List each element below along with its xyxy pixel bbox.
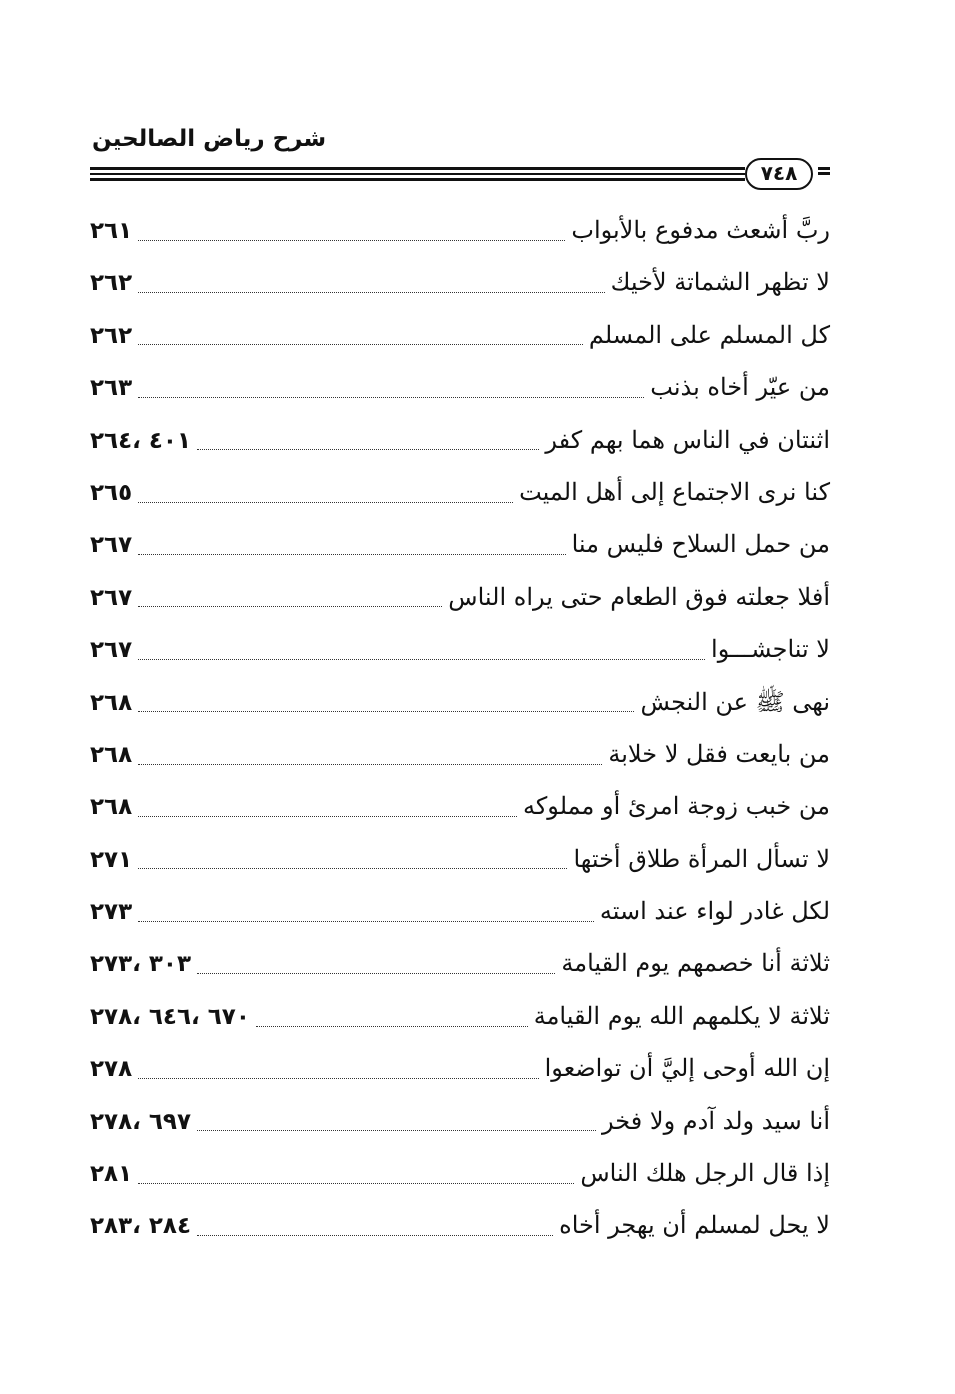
index-entry xyxy=(90,309,830,361)
entry-text: لا تسأل المرأة طلاق أختها xyxy=(573,844,830,873)
index-entry xyxy=(90,256,830,308)
entry-pages: ٢٦٧ xyxy=(90,532,133,559)
leader-dots xyxy=(138,554,565,555)
leader-dots xyxy=(138,397,644,398)
entry-text: اثنتان في الناس هما بهم كفر xyxy=(545,425,830,454)
index-entry xyxy=(90,780,830,832)
index-entry xyxy=(90,885,830,937)
entry-pages: ٢٦٣ xyxy=(90,375,133,402)
entry-text: ثلاثة أنا خصمهم يوم القيامة xyxy=(561,949,830,978)
entry-text: لكل غادر لواء عند استه xyxy=(599,897,830,926)
index-entry xyxy=(90,833,830,885)
entry-pages: ٢٧١ xyxy=(90,846,133,873)
entry-text: إذا قال الرجل هلك الناس xyxy=(580,1159,830,1188)
leader-dots xyxy=(138,1078,539,1079)
index-entry xyxy=(90,1199,830,1251)
entry-pages: ٦٧٠ ،٦٤٦ ،٢٧٨ xyxy=(90,1003,250,1030)
index-entry xyxy=(90,414,830,466)
leader-dots xyxy=(256,1026,528,1027)
entry-pages: ٢٦١ xyxy=(90,218,133,244)
entry-pages: ٢٨٤ ،٢٨٣ xyxy=(90,1213,191,1240)
index-entry xyxy=(90,728,830,780)
leader-dots xyxy=(138,292,605,293)
index-entry xyxy=(90,518,830,570)
entry-text: كنا نرى الاجتماع إلى أهل الميت xyxy=(519,477,830,506)
index-entry xyxy=(90,623,830,675)
leader-dots xyxy=(138,606,442,607)
leader-dots xyxy=(138,1183,574,1184)
page-number: ٧٤٨ xyxy=(745,158,813,190)
header-ornament-icon xyxy=(818,167,830,181)
leader-dots xyxy=(138,816,517,817)
entry-pages: ٦٩٧ ،٢٧٨ xyxy=(90,1108,191,1135)
index-entry xyxy=(90,1042,830,1094)
index-list xyxy=(90,204,830,1252)
index-entry xyxy=(90,204,830,256)
entry-pages: ٤٠١ ،٢٦٤ xyxy=(90,427,191,454)
entry-text: إن الله أوحى إليَّ أن تواضعوا xyxy=(544,1054,830,1083)
header-rule-line xyxy=(90,167,745,170)
entry-text: من بايعت فقل لا خلابة xyxy=(608,739,830,768)
entry-text: ربَّ أشعث مدفوع بالأبواب xyxy=(571,216,830,244)
index-entry xyxy=(90,466,830,518)
entry-pages: ٢٦٢ xyxy=(90,270,133,297)
leader-dots xyxy=(197,973,555,974)
entry-pages: ٢٦٧ xyxy=(90,584,133,611)
entry-pages: ٣٠٣ ،٢٧٣ xyxy=(90,951,191,978)
leader-dots xyxy=(138,502,513,503)
leader-dots xyxy=(197,1235,553,1236)
index-entry xyxy=(90,990,830,1042)
index-entry xyxy=(90,571,830,623)
header-rule-line xyxy=(90,178,745,181)
index-entry xyxy=(90,1147,830,1199)
running-header-title: شرح رياض الصالحين xyxy=(92,126,327,152)
entry-text: أفلا جعلته فوق الطعام حتى يراه الناس xyxy=(448,582,830,611)
index-entry xyxy=(90,676,830,728)
entry-pages: ٢٦٧ xyxy=(90,637,133,664)
entry-text: من عيّر أخاه بذنب xyxy=(650,373,830,402)
entry-text: من حمل السلاح فليس منا xyxy=(571,530,830,559)
header-rule xyxy=(90,163,745,185)
entry-pages: ٢٦٨ xyxy=(90,741,133,768)
index-entry xyxy=(90,1095,830,1147)
entry-text: ثلاثة لا يكلمهم الله يوم القيامة xyxy=(533,1001,830,1030)
leader-dots xyxy=(197,1130,596,1131)
leader-dots xyxy=(197,449,539,450)
leader-dots xyxy=(138,240,565,241)
leader-dots xyxy=(138,711,634,712)
entry-text: أنا سيد ولد آدم ولا فخر xyxy=(602,1106,830,1135)
entry-pages: ٢٦٨ xyxy=(90,689,133,716)
entry-text: نهى ﷺ عن النجش xyxy=(640,687,830,716)
entry-pages: ٢٦٨ xyxy=(90,794,133,821)
entry-text: لا يحل لمسلم أن يهجر أخاه xyxy=(559,1211,830,1240)
leader-dots xyxy=(138,921,594,922)
entry-pages: ٢٦٢ xyxy=(90,322,133,349)
entry-text: لا تناجشـــوا xyxy=(711,635,830,664)
leader-dots xyxy=(138,868,567,869)
entry-pages: ٢٨١ xyxy=(90,1161,133,1188)
entry-text: كل المسلم على المسلم xyxy=(588,320,830,349)
entry-pages: ٢٧٣ xyxy=(90,899,133,926)
entry-text: لا تظهر الشماتة لأخيك xyxy=(610,268,830,297)
leader-dots xyxy=(138,344,583,345)
leader-dots xyxy=(138,764,602,765)
entry-text: من خبب زوجة امرئ أو مملوكه xyxy=(523,792,830,821)
leader-dots xyxy=(138,659,705,660)
entry-pages: ٢٦٥ xyxy=(90,479,133,506)
entry-pages: ٢٧٨ xyxy=(90,1056,133,1083)
index-entry xyxy=(90,937,830,989)
index-entry xyxy=(90,361,830,413)
header-rule-line xyxy=(90,173,745,175)
